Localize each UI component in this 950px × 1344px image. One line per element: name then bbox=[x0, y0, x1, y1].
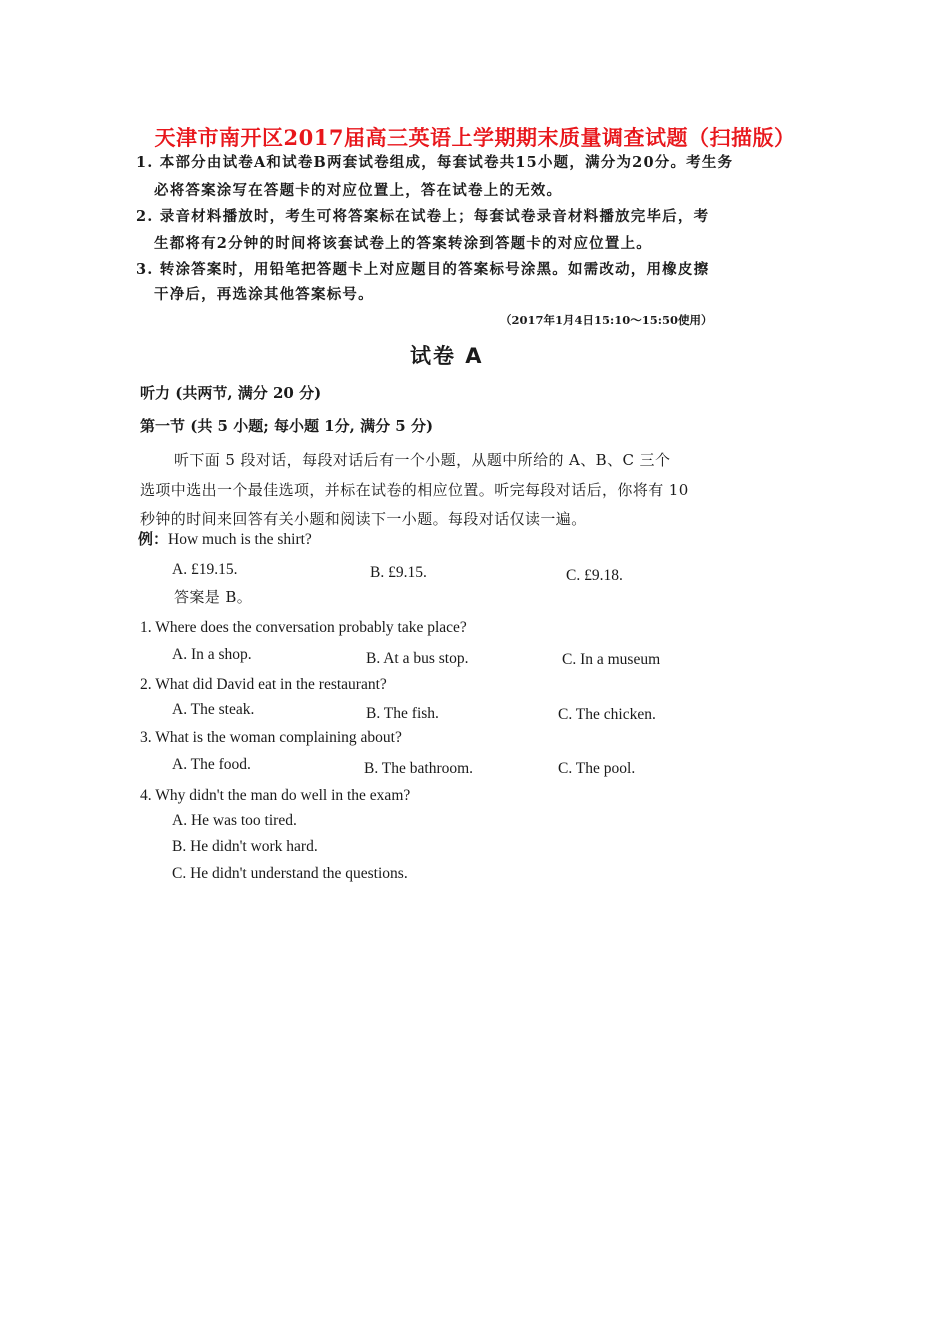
question-option: C. He didn't understand the questions. bbox=[172, 865, 408, 882]
question-text: 2. What did David eat in the restaurant? bbox=[140, 676, 387, 693]
section-heading-listening: 听力 (共两节, 满分 20 分) bbox=[140, 384, 322, 402]
question-option: B. He didn't work hard. bbox=[172, 838, 318, 855]
date-note: （2017年1月4日15:10～15:50使用） bbox=[500, 313, 713, 327]
instruction-line: 生都将有2分钟的时间将该套试卷上的答案转涂到答题卡的对应位置上。 bbox=[154, 235, 652, 252]
question-text: 3. What is the woman complaining about? bbox=[140, 729, 402, 746]
question-option: C. The pool. bbox=[558, 760, 636, 777]
instruction-line: 必将答案涂写在答题卡的对应位置上，答在试卷上的无效。 bbox=[154, 182, 563, 199]
question-text: 4. Why didn't the man do well in the exam? bbox=[140, 787, 411, 804]
example-question bbox=[138, 532, 312, 548]
example-option: C. £9.18. bbox=[566, 567, 623, 584]
example-label: 例： bbox=[138, 530, 169, 548]
instruction-line: 1. 本部分由试卷A和试卷B两套试卷组成，每套试卷共15小题，满分为20分。考生务 bbox=[136, 154, 734, 171]
instruction-line: 2. 录音材料播放时，考生可将答案标在试卷上；每套试卷录音材料播放完毕后，考 bbox=[136, 208, 710, 225]
question-option: C. The chicken. bbox=[558, 706, 656, 723]
example-option: A. £19.15. bbox=[172, 561, 238, 578]
question-option: A. The steak. bbox=[172, 701, 255, 718]
directions-line: 听下面 5 段对话，每段对话后有一个小题，从题中所给的 A、B、C 三个 bbox=[174, 451, 671, 469]
instruction-line: 干净后，再选涂其他答案标号。 bbox=[154, 286, 374, 303]
paper-title: 试卷 A bbox=[410, 344, 484, 368]
question-text: 1. Where does the conversation probably take place? bbox=[140, 619, 467, 636]
question-option: A. The food. bbox=[172, 756, 251, 773]
example-answer: 答案是 B。 bbox=[174, 588, 253, 606]
directions-line: 秒钟的时间来回答有关小题和阅读下一小题。每段对话仅读一遍。 bbox=[140, 510, 587, 528]
question-option: B. At a bus stop. bbox=[366, 650, 469, 667]
question-option: C. In a museum bbox=[562, 651, 661, 668]
example-question-text: How much is the shirt? bbox=[168, 531, 312, 548]
directions-line: 选项中选出一个最佳选项，并标在试卷的相应位置。听完每段对话后，你将有 10 bbox=[140, 481, 689, 499]
question-option: B. The bathroom. bbox=[364, 760, 474, 777]
section-heading-part-one: 第一节 (共 5 小题; 每小题 1分, 满分 5 分) bbox=[140, 417, 434, 435]
question-option: A. He was too tired. bbox=[172, 812, 297, 829]
question-option: B. The fish. bbox=[366, 705, 439, 722]
document-title: 天津市南开区2017届高三英语上学期期末质量调查试题（扫描版） bbox=[154, 125, 796, 150]
instruction-line: 3. 转涂答案时，用铅笔把答题卡上对应题目的答案标号涂黑。如需改动，用橡皮擦 bbox=[136, 261, 710, 278]
question-option: A. In a shop. bbox=[172, 646, 252, 663]
example-option: B. £9.15. bbox=[370, 564, 427, 581]
